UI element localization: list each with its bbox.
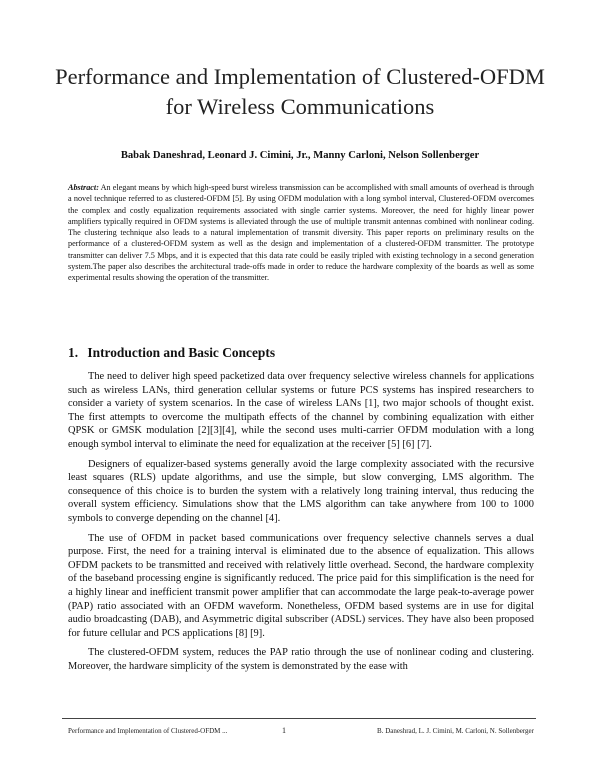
section-heading (68, 345, 275, 361)
section-body (68, 370, 534, 679)
abstract (68, 182, 534, 284)
footer-divider (62, 718, 536, 719)
body-paragraph: The need to deliver high speed packetized data over frequency selective wireless channels for applications such as wireless LANs, third generation cellular systems or future PCS systems has inspired researchers to consider a variety of system scenarios. In the case of wireless LANs [1], two major schools of thought exist. The first attempts to overcome the multipath effects of the channel by combining equalization with either QPSK or GMSK modulation [2][3][4], while the second uses multi-carrier OFDM modulation with a long enough symbol interval to eliminate the need for equalization at the receiver [5] [6] [7]. (68, 371, 534, 450)
abstract-text: An elegant means by which high-speed burst wireless transmission can be accomplished with small amounts of overhead is through a novel technique referred to as clustered-OFDM [5]. By using OFDM modulation with a long symbol interval, Clustered-OFDM overcomes the complex and costly equalization requirements associated with single carrier systems. Moreover, the need for highly linear power amplifiers typically required in OFDM systems is alleviated through the use of multiple transmit antennas combined with nonlinear coding. The clustering technique also leads to a natural implementation of transmit diversity. This paper reports on preliminary results on the performance of a clustered-OFDM system as well as the design and implementation of a clustered-OFDM transmitter. The prototype transmitter can deliver 7.5 Mbps, and it is expected that this data rate could be easily tripled with existing technology in a second generation system.The paper also describes the architectural trade-offs made in order to reduce the hardware complexity of the boards as well as some experimental results showing the operation of the transmitter. (68, 183, 534, 283)
body-paragraph: The clustered-OFDM system, reduces the PAP ratio through the use of nonlinear coding and clustering. Moreover, the hardware simplicity of the system is demonstrated by the ease with (68, 647, 534, 672)
section-number: 1. (68, 345, 79, 360)
body-paragraph: Designers of equalizer-based systems generally avoid the large complexity associated with the recursive least squares (RLS) update algorithms, and use the simple, but slow converging, LMS algorithm. The consequence of this choice is to burden the system with a relatively long training interval, thus reducing the overall system efficiency. Simulations show that the LMS algorithm can take anywhere from 100 to 1000 symbols to converge depending on the channel [4]. (68, 458, 534, 524)
section-title: Introduction and Basic Concepts (87, 345, 276, 360)
paper-title: Performance and Implementation of Clustered-OFDM for Wireless Communications (55, 64, 545, 119)
abstract-label: Abstract: (68, 183, 99, 192)
footer-authors: B. Daneshrad, L. J. Cimini, M. Carloni, N. Sollenberger (377, 727, 534, 735)
footer-running-title: Performance and Implementation of Clustered-OFDM ... (68, 727, 228, 735)
page-number: 1 (282, 726, 286, 735)
author-list: Babak Daneshrad, Leonard J. Cimini, Jr., Manny Carloni, Nelson Sollenberger (120, 150, 480, 161)
body-paragraph: The use of OFDM in packet based communications over frequency selective channels serves a dual purpose. First, the need for a training interval is eliminated due to the absence of equalization. This allows OFDM packets to be transmitted and received with relatively little overhead. Second, the hardware complexity of the baseband processing engine is significantly reduced. The price paid for this simplification is the need for a highly linear and inefficient transmit power amplifier that can accommodate the large peak-to-average power (PAP) ratio associated with an OFDM waveform. Nonetheless, OFDM based systems are in use for digital audio broadcasting (DAB), and Asymmetric digital subscriber (ADSL) services. They have also been proposed for future cellular and PCS applications [8] [9]. (68, 532, 534, 639)
